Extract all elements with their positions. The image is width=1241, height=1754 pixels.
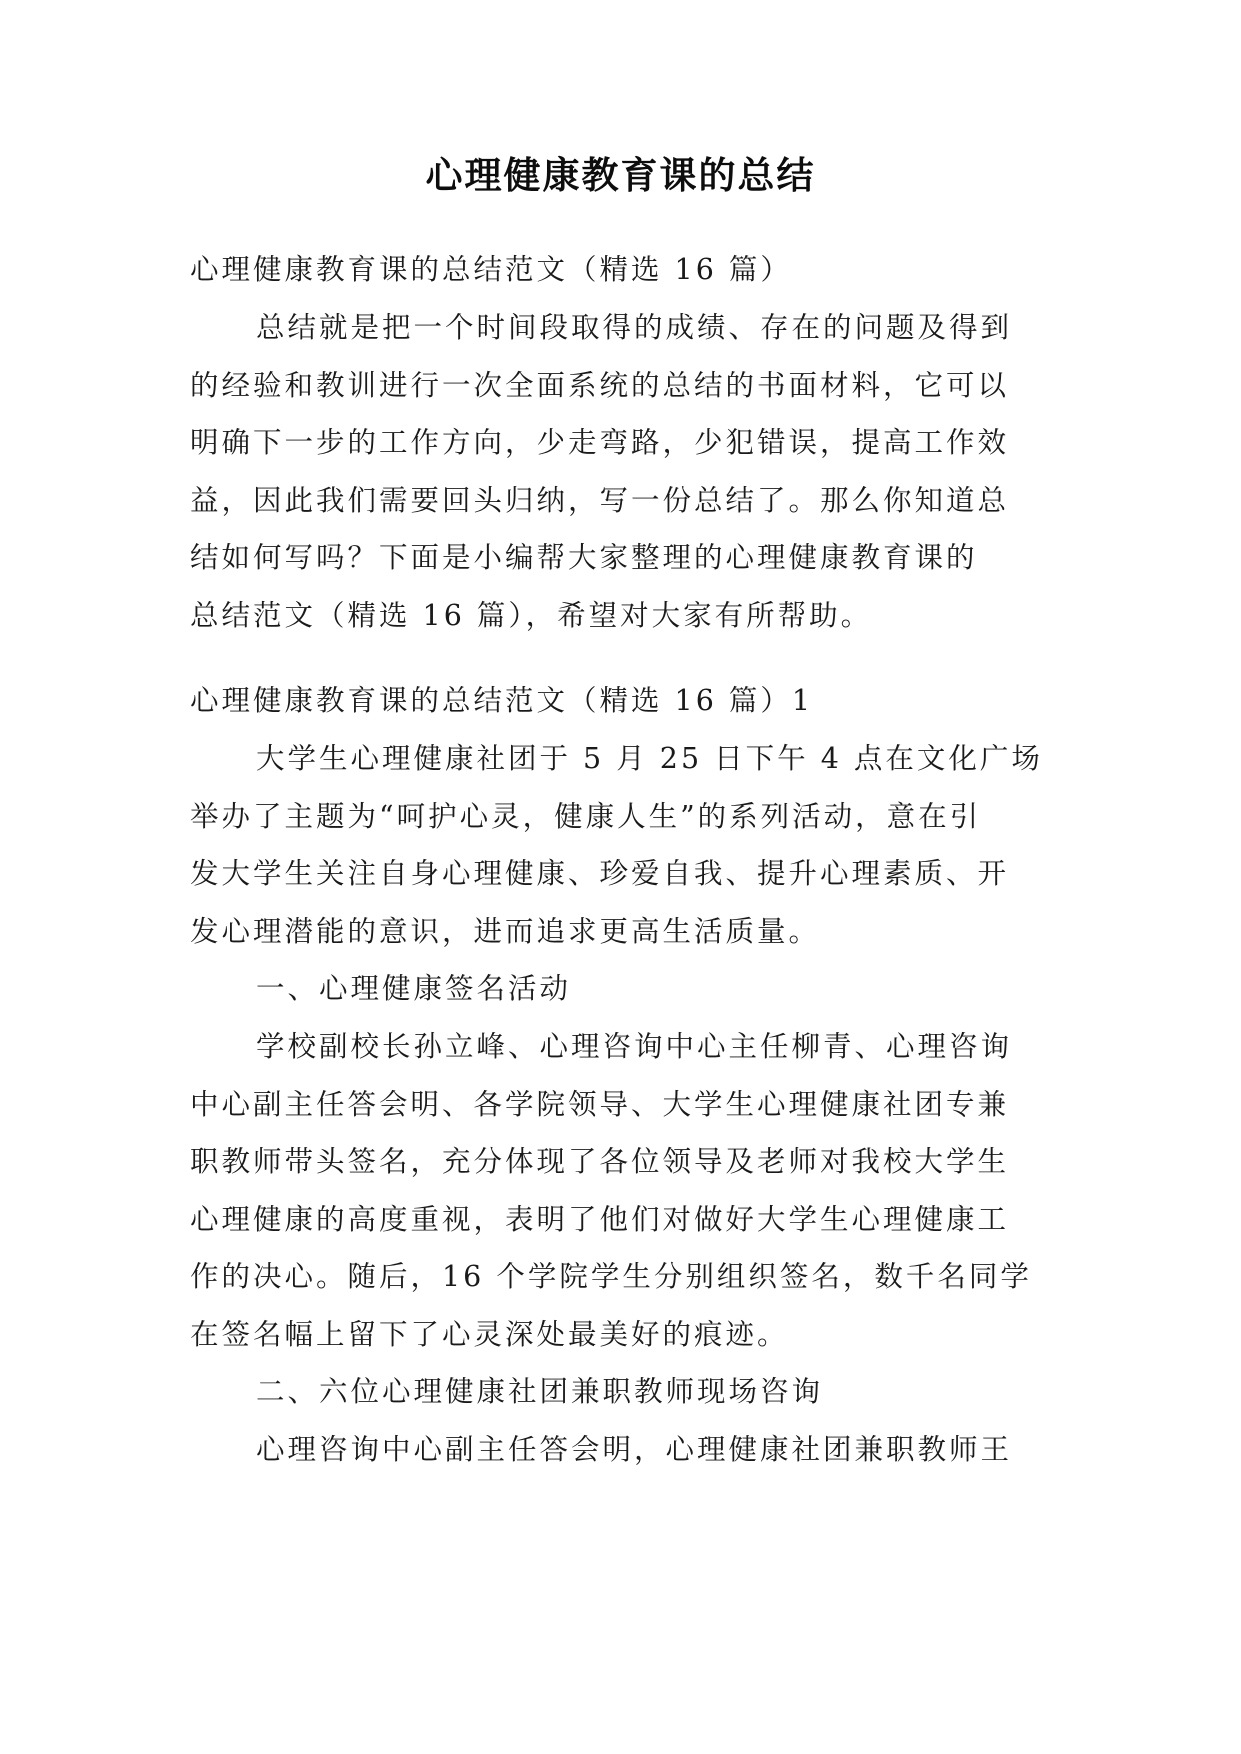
- signing-line: 心理健康的高度重视，表明了他们对做好大学生心理健康工: [190, 1202, 1010, 1236]
- activity-line: 大学生心理健康社团于 5 月 25 日下午 4 点在文化广场: [256, 742, 1043, 775]
- section-heading: [190, 672, 1050, 730]
- intro-line: 总结就是把一个时间段取得的成绩、存在的问题及得到: [256, 311, 1013, 344]
- intro-line: 益，因此我们需要回头归纳，写一份总结了。那么你知道总: [190, 483, 1010, 517]
- signing-line: 在签名幅上留下了心灵深处最美好的痕迹。: [190, 1317, 789, 1351]
- item-one-heading: [190, 960, 1050, 1018]
- item-one-heading-line: 一、心理健康签名活动: [256, 972, 572, 1005]
- intro-line: 结如何写吗？下面是小编帮大家整理的心理健康教育课的: [190, 541, 978, 574]
- signing-line: 作的决心。随后，16 个学院学生分别组织签名，数千名同学: [190, 1260, 1032, 1293]
- intro-line: 的经验和教训进行一次全面系统的总结的书面材料，它可以: [190, 368, 1010, 402]
- activity-line: 发心理潜能的意识，进而追求更高生活质量。: [190, 914, 821, 948]
- subtitle-line: 心理健康教育课的总结范文（精选 16 篇）: [190, 253, 792, 286]
- activity-paragraph: [190, 730, 1050, 960]
- intro-paragraph: [190, 299, 1050, 644]
- signing-line: 职教师带头签名，充分体现了各位领导及老师对我校大学生: [190, 1145, 1010, 1178]
- intro-line: 明确下一步的工作方向，少走弯路，少犯错误，提高工作效: [190, 426, 1010, 459]
- activity-line: 举办了主题为“呵护心灵，健康人生”的系列活动，意在引: [190, 799, 982, 833]
- signing-paragraph: [190, 1018, 1050, 1363]
- consultation-paragraph: [190, 1421, 1050, 1479]
- document-title: 心理健康教育课的总结: [425, 154, 816, 197]
- section-heading-line: 心理健康教育课的总结范文（精选 16 篇）1: [190, 684, 814, 717]
- item-two-heading-line: 二、六位心理健康社团兼职教师现场咨询: [256, 1375, 824, 1408]
- consultation-line: 心理咨询中心副主任答会明，心理健康社团兼职教师王: [256, 1433, 1013, 1466]
- item-two-heading: [190, 1363, 1050, 1421]
- intro-line: 总结范文（精选 16 篇），希望对大家有所帮助。: [190, 598, 873, 632]
- signing-line: 学校副校长孙立峰、心理咨询中心主任柳青、心理咨询: [256, 1030, 1013, 1063]
- signing-line: 中心副主任答会明、各学院领导、大学生心理健康社团专兼: [190, 1087, 1010, 1121]
- activity-line: 发大学生关注自身心理健康、珍爱自我、提升心理素质、开: [190, 857, 1010, 890]
- document-subtitle: [190, 241, 1050, 299]
